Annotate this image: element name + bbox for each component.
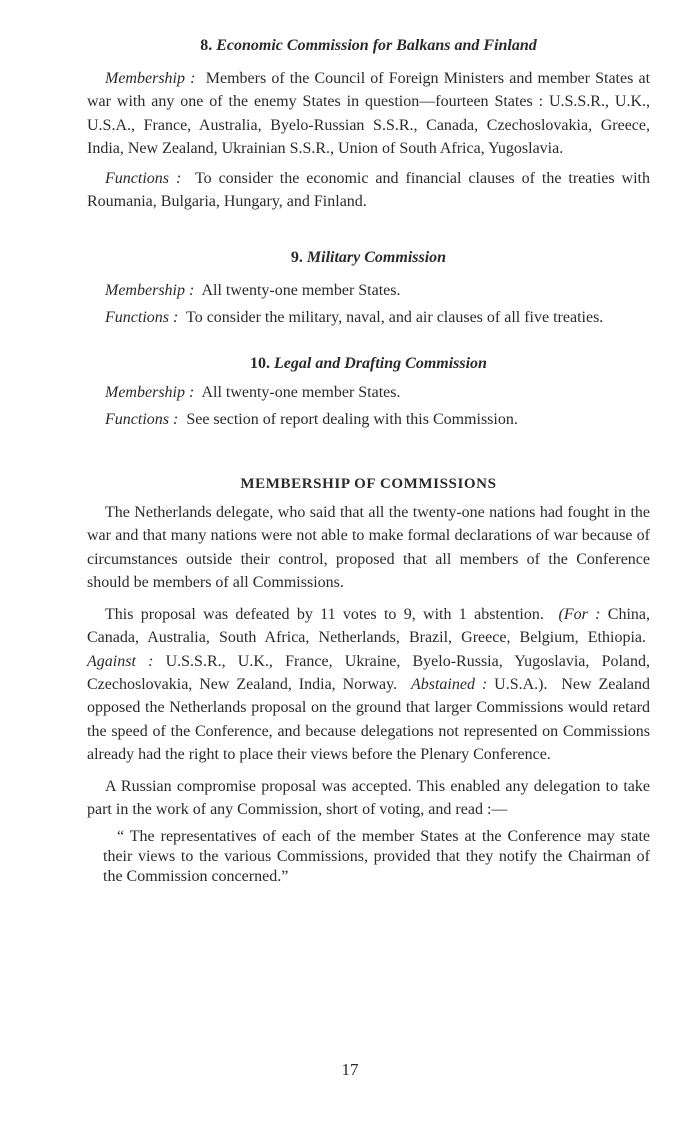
russian-proposal-paragraph: A Russian compromise proposal was accepted. This enabled any delegation to take part in the work of any Commission, short of voting, and read :— [87, 777, 650, 818]
membership-label: Membership : [105, 70, 196, 87]
for-text: China, Canada, Australia, South Africa, Netherlands, Brazil, Greece, Belgium, Ethiopia. [87, 605, 650, 647]
membership-text: All twenty-one member States. [201, 384, 401, 402]
for-label: (For : [558, 605, 601, 623]
vote-intro: This proposal was defeated by 11 votes to 9, with 1 abstention. [105, 605, 544, 623]
page-number: 17 [341, 1060, 359, 1079]
against-text: U.S.S.R., U.K., France, Ukraine, Byelo-Russia, Yugoslavia, Poland, Czechoslovakia, New Zealand, India, Norway. [87, 652, 651, 693]
functions-text: To consider the economic and financial clauses of the treaties with Roumania, Bulgaria, Hungary, and Finland. [87, 169, 651, 211]
section-8-heading [87, 34, 650, 58]
proposal-quote: “ The representatives of each of the member States at the Conference may state their views to the various Commissions, provided that they notify the Chairman of the Commission concerned.” [103, 828, 650, 886]
against-label: Against : [87, 652, 154, 670]
section-10-heading [87, 352, 650, 376]
section-number: 9. [290, 249, 303, 267]
section-8-membership [87, 67, 650, 161]
functions-text: See section of report dealing with this Commission. [186, 410, 518, 428]
section-9-membership [87, 279, 650, 302]
membership-label: Membership : [105, 282, 195, 300]
section-number: 10. [250, 355, 271, 373]
membership-text: Members of the Council of Foreign Ministers and member States at war with any one of the enemy States in question—fourteen States : U.S.S.R., U.K., U.S.A., France, Australia, Byelo-Russian S.S.R., Canada, Czechoslovakia, Greece, India, New Zealand, Ukrainian S.S.R., Union of South Africa, Yugoslavia. [87, 70, 651, 158]
membership-heading: MEMBERSHIP OF COMMISSIONS [240, 476, 497, 493]
section-title: Legal and Drafting Commission [274, 355, 487, 373]
membership-label: Membership : [105, 384, 195, 402]
abstained-label: Abstained : [410, 675, 488, 693]
vote-paragraph [87, 603, 650, 767]
vote-rest: New Zealand opposed the Netherlands proposal on the ground that larger Commissions would retard the speed of the Conference, and because delegations not represented on Commissions already had the right to place their views before the Plenary Conference. [87, 675, 651, 764]
section-9-functions [87, 306, 650, 329]
section-title: Military Commission [306, 249, 447, 267]
functions-text: To consider the military, naval, and air clauses of all five treaties. [186, 308, 604, 326]
document-page [87, 34, 650, 887]
section-10-functions [87, 408, 650, 431]
abstained-text: U.S.A.). [494, 675, 548, 693]
section-8-functions [87, 167, 650, 214]
functions-label: Functions : [105, 169, 182, 187]
section-title: Economic Commission for Balkans and Finland [216, 37, 537, 54]
section-9-heading [87, 246, 650, 270]
section-10-membership [87, 381, 650, 404]
functions-label: Functions : [105, 308, 179, 326]
functions-label: Functions : [105, 410, 179, 428]
membership-text: All twenty-one member States. [201, 282, 401, 300]
netherlands-paragraph: The Netherlands delegate, who said that all the twenty-one nations had fought in the war and that many nations were not able to make formal declarations of war because of circumstances outside their control, proposed that all members of the Conference should be members of all Commissions. [87, 504, 650, 592]
section-number: 8. [200, 37, 213, 54]
